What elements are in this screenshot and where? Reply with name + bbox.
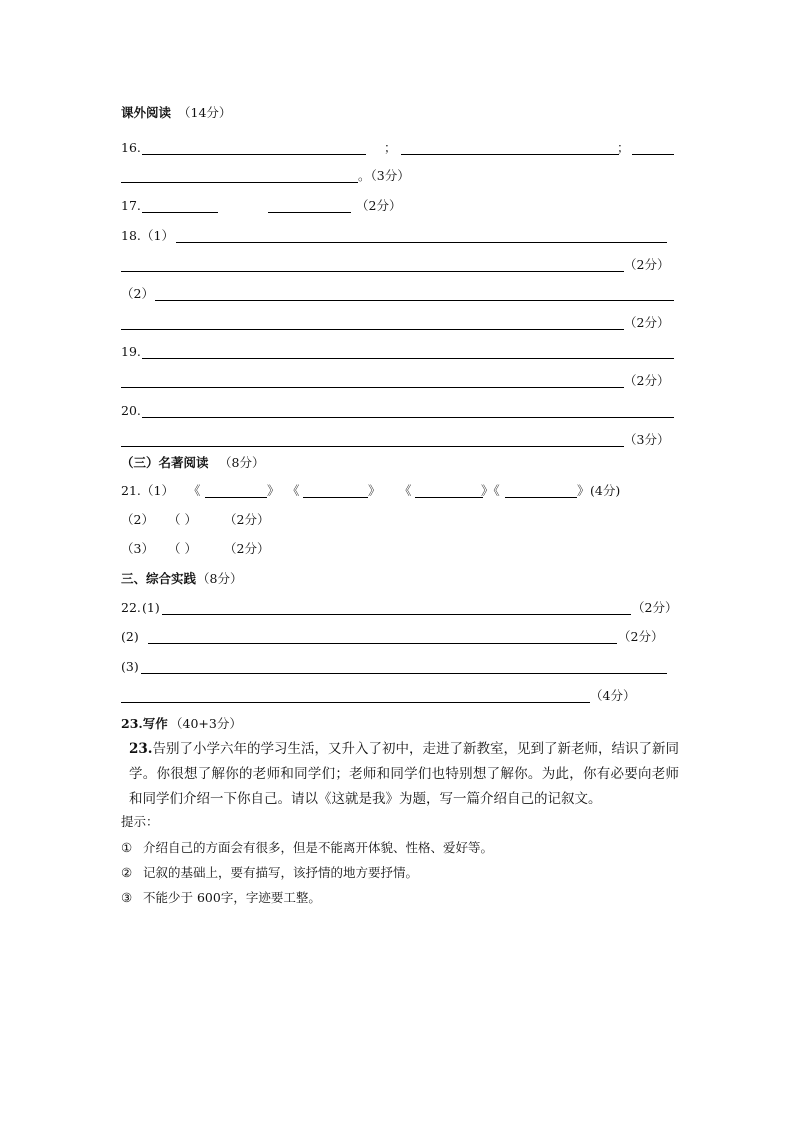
- q18-part1-score: （2分）: [624, 257, 670, 272]
- q20-row: [0, 401, 794, 421]
- q18-row-2: [0, 255, 794, 275]
- q21-row: [0, 481, 794, 501]
- q18-row-4: [0, 313, 794, 333]
- tip-1: [0, 838, 794, 858]
- q16-row-2: [0, 166, 794, 186]
- tip-3-text: 不能少于 600字，字迹要工整。: [143, 890, 321, 905]
- q17-score: （2分）: [356, 198, 402, 213]
- q21-part2-score: （2分）: [224, 512, 270, 527]
- q22-part2-score: （2分）: [618, 629, 664, 644]
- tips-label-row: [0, 812, 794, 832]
- tip-2-text: 记叙的基础上，要有描写，该抒情的地方要抒情。: [143, 865, 419, 880]
- q21-book1-open: 《: [188, 483, 201, 498]
- q21-part3-answer-parens[interactable]: （ ）: [168, 541, 197, 556]
- q17-row: [0, 196, 794, 216]
- q16-answer-line-1[interactable]: [142, 154, 366, 155]
- q16-score: 。（3分）: [358, 168, 410, 183]
- q17-answer-line-2[interactable]: [268, 212, 351, 213]
- classic-reading-heading: （三）名著阅读: [121, 455, 209, 470]
- q22-part2-label: (2): [121, 629, 139, 644]
- q21-part3-label: （3）: [121, 541, 154, 556]
- q16-answer-line-3[interactable]: [632, 154, 674, 155]
- q18-part2-line-1[interactable]: [155, 300, 674, 301]
- q18-part2-label: （2）: [121, 286, 154, 301]
- extra-reading-heading: 课外阅读: [121, 105, 172, 120]
- q21-part2-row: [0, 510, 794, 530]
- writing-score: （40+3分）: [170, 716, 242, 731]
- practice-heading: 三、综合实践: [121, 571, 197, 586]
- q21-book4-close: 》: [577, 483, 590, 498]
- q22-part3-line-1[interactable]: [141, 673, 667, 674]
- tip-3-mark: ③: [121, 890, 133, 905]
- q21-book1-line[interactable]: [205, 497, 267, 498]
- q16-separator-2: ；: [617, 140, 630, 155]
- tip-3: [0, 888, 794, 908]
- tip-2-mark: ②: [121, 865, 133, 880]
- classic-reading-heading-row: [0, 453, 794, 473]
- q20-score: （3分）: [624, 432, 670, 447]
- writing-prompt-text: 告别了小学六年的学习生活，又升入了初中，走进了新教室，见到了新老师，结识了新同学。你很想了解你的老师和同学们；老师和同学们也特别想了解你。为此，你有必要向老师和同学们介绍一下你自己。请以《这就是我》为题，写一篇介绍自己的记叙文。: [129, 741, 679, 807]
- q22-part3-row: [0, 657, 794, 677]
- tip-2: [0, 863, 794, 883]
- q22-part1-line[interactable]: [162, 614, 631, 615]
- q18-part2-score: （2分）: [624, 315, 670, 330]
- q16-row: [0, 138, 794, 158]
- q17-number: 17.: [121, 198, 141, 213]
- q21-book2-close: 》: [368, 483, 381, 498]
- q22-row: [0, 598, 794, 618]
- q18-part1-line-2[interactable]: [121, 271, 624, 272]
- q21-book3-line[interactable]: [415, 497, 483, 498]
- q22-part3-line-2[interactable]: [121, 702, 590, 703]
- q21-number: 21.: [121, 483, 141, 498]
- q21-book4-line[interactable]: [505, 497, 577, 498]
- q22-part2-line[interactable]: [148, 643, 617, 644]
- q22-number: 22.: [121, 600, 141, 615]
- q20-row-2: [0, 430, 794, 450]
- q19-answer-line-2[interactable]: [121, 387, 624, 388]
- q18-row-3: [0, 284, 794, 304]
- practice-heading-row: [0, 569, 794, 589]
- q22-part3-row-2: [0, 686, 794, 706]
- writing-prompt-number: 23.: [129, 741, 153, 757]
- q21-part2-label: （2）: [121, 512, 154, 527]
- tip-1-text: 介绍自己的方面会有很多，但是不能离开体貌、性格、爱好等。: [143, 840, 494, 855]
- q20-number: 20.: [121, 403, 141, 418]
- classic-reading-score: （8分）: [219, 455, 265, 470]
- q21-part2-answer-parens[interactable]: （ ）: [168, 512, 197, 527]
- q18-part1-line-1[interactable]: [176, 242, 667, 243]
- q16-number: 16.: [121, 140, 141, 155]
- practice-score: （8分）: [197, 571, 243, 586]
- q18-number: 18.: [121, 228, 141, 243]
- q22-part1-label: (1): [142, 600, 160, 615]
- q17-answer-line-1[interactable]: [142, 212, 218, 213]
- q19-row-2: [0, 371, 794, 391]
- extra-reading-heading-row: [0, 103, 794, 123]
- q19-score: （2分）: [624, 373, 670, 388]
- q22-part2-row: [0, 627, 794, 647]
- q20-answer-line-2[interactable]: [121, 446, 624, 447]
- q18-part2-line-2[interactable]: [121, 329, 624, 330]
- q21-part1-score: (4分): [590, 483, 621, 498]
- q21-book3-open: 《: [399, 483, 412, 498]
- tip-1-mark: ①: [121, 840, 133, 855]
- q18-row: [0, 226, 794, 246]
- q19-row: [0, 342, 794, 362]
- q21-part3-row: [0, 539, 794, 559]
- q16-separator-1: ；: [384, 140, 397, 155]
- q22-part3-score: （4分）: [590, 688, 636, 703]
- q21-book1-close: 》: [267, 483, 280, 498]
- q16-answer-line-2[interactable]: [401, 154, 619, 155]
- q21-book2-line[interactable]: [303, 497, 368, 498]
- q20-answer-line-1[interactable]: [142, 417, 674, 418]
- q19-number: 19.: [121, 344, 141, 359]
- q21-part3-score: （2分）: [224, 541, 270, 556]
- q21-book3-4-join: 》《: [481, 483, 500, 498]
- writing-heading-row: [0, 714, 794, 734]
- q16-answer-line-4[interactable]: [121, 182, 358, 183]
- extra-reading-score: （14分）: [178, 105, 232, 120]
- writing-prompt: [129, 737, 679, 812]
- q22-part3-label: (3): [121, 659, 139, 674]
- q18-part1-label: （1）: [141, 228, 174, 243]
- writing-heading: 23.写作: [121, 716, 168, 731]
- q19-answer-line-1[interactable]: [142, 358, 674, 359]
- q21-part1-label: （1）: [141, 483, 174, 498]
- tips-label: 提示：: [121, 814, 159, 829]
- q21-book2-open: 《: [287, 483, 300, 498]
- q22-part1-score: （2分）: [632, 600, 678, 615]
